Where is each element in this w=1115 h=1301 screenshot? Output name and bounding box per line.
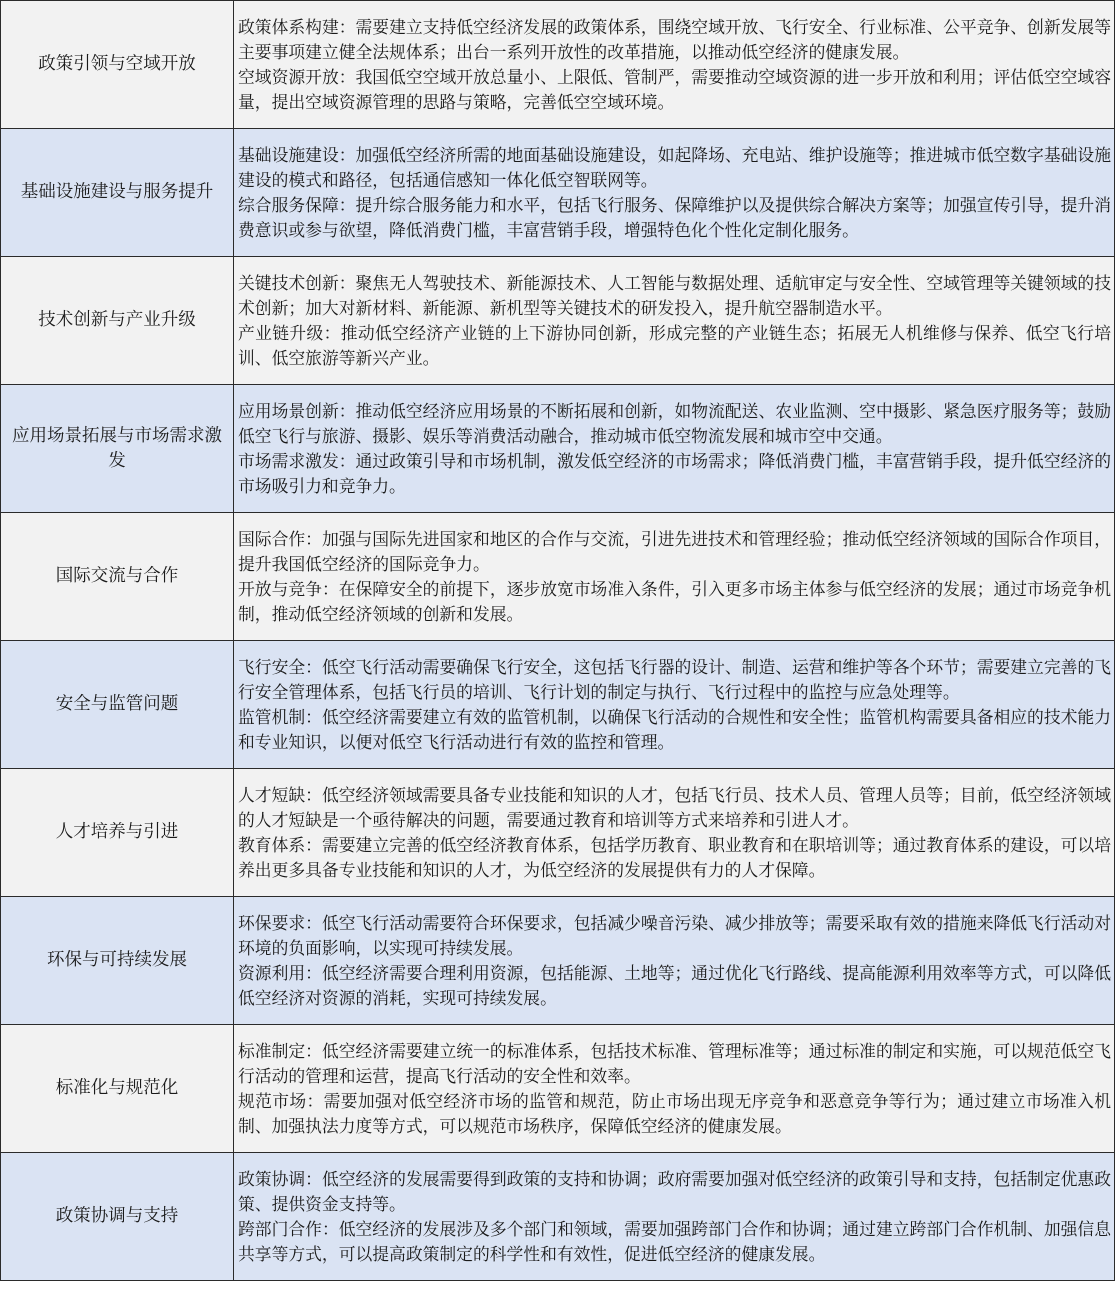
row-topic: 标准化与规范化 <box>1 1025 234 1153</box>
detail-paragraph: 综合服务保障：提升综合服务能力和水平，包括飞行服务、保障维护以及提供综合解决方案等；加强宣传引导，提升消费意识或参与欲望，降低消费门槛，丰富营销手段，增强特色化个性化定制化服务。 <box>238 194 1111 240</box>
row-topic: 安全与监管问题 <box>1 641 234 769</box>
detail-paragraph: 资源利用：低空经济需要合理利用资源，包括能源、土地等；通过优化飞行路线、提高能源利用效率等方式，可以降低低空经济对资源的消耗，实现可持续发展。 <box>238 962 1111 1008</box>
detail-paragraph: 空域资源开放：我国低空空域开放总量小、上限低、管制严，需要推动空域资源的进一步开放和利用；评估低空空域容量，提出空域资源管理的思路与策略，完善低空空域环境。 <box>238 66 1111 112</box>
row-detail <box>234 769 1115 897</box>
row-detail <box>234 513 1115 641</box>
row-detail <box>234 1153 1115 1281</box>
row-topic: 政策协调与支持 <box>1 1153 234 1281</box>
table-row <box>1 769 1115 897</box>
row-detail <box>234 1025 1115 1153</box>
row-topic: 技术创新与产业升级 <box>1 257 234 385</box>
detail-paragraph: 政策体系构建：需要建立支持低空经济发展的政策体系，围绕空域开放、飞行安全、行业标准、公平竞争、创新发展等主要事项建立健全法规体系；出台一系列开放性的改革措施，以推动低空经济的健康发展。 <box>238 16 1111 62</box>
detail-paragraph: 规范市场：需要加强对低空经济市场的监管和规范，防止市场出现无序竞争和恶意竞争等行为；通过建立市场准入机制、加强执法力度等方式，可以规范市场秩序，保障低空经济的健康发展。 <box>238 1090 1111 1136</box>
detail-paragraph: 监管机制：低空经济需要建立有效的监管机制，以确保飞行活动的合规性和安全性；监管机构需要具备相应的技术能力和专业知识，以便对低空飞行活动进行有效的监控和管理。 <box>238 706 1111 752</box>
detail-paragraph: 飞行安全：低空飞行活动需要确保飞行安全，这包括飞行器的设计、制造、运营和维护等各个环节；需要建立完善的飞行安全管理体系，包括飞行员的培训、飞行计划的制定与执行、飞行过程中的监控与应急处理等。 <box>238 656 1111 702</box>
detail-paragraph: 开放与竞争：在保障安全的前提下，逐步放宽市场准入条件，引入更多市场主体参与低空经济的发展；通过市场竞争机制，推动低空经济领域的创新和发展。 <box>238 578 1111 624</box>
detail-paragraph: 国际合作：加强与国际先进国家和地区的合作与交流，引进先进技术和管理经验；推动低空经济领域的国际合作项目，提升我国低空经济的国际竞争力。 <box>238 528 1111 574</box>
table-row <box>1 1025 1115 1153</box>
row-detail <box>234 897 1115 1025</box>
row-topic: 国际交流与合作 <box>1 513 234 641</box>
detail-paragraph: 关键技术创新：聚焦无人驾驶技术、新能源技术、人工智能与数据处理、适航审定与安全性、空域管理等关键领域的技术创新；加大对新材料、新能源、新机型等关键技术的研发投入，提升航空器制造水平。 <box>238 272 1111 318</box>
row-detail <box>234 257 1115 385</box>
row-topic: 环保与可持续发展 <box>1 897 234 1025</box>
table-row <box>1 513 1115 641</box>
row-topic: 应用场景拓展与市场需求激发 <box>1 385 234 513</box>
table-row <box>1 385 1115 513</box>
detail-paragraph: 政策协调：低空经济的发展需要得到政策的支持和协调；政府需要加强对低空经济的政策引导和支持，包括制定优惠政策、提供资金支持等。 <box>238 1168 1111 1214</box>
row-detail <box>234 641 1115 769</box>
table-row <box>1 129 1115 257</box>
detail-paragraph: 教育体系：需要建立完善的低空经济教育体系，包括学历教育、职业教育和在职培训等；通过教育体系的建设，可以培养出更多具备专业技能和知识的人才，为低空经济的发展提供有力的人才保障。 <box>238 834 1111 880</box>
detail-paragraph: 基础设施建设：加强低空经济所需的地面基础设施建设，如起降场、充电站、维护设施等；推进城市低空数字基础设施建设的模式和路径，包括通信感知一体化低空智联网等。 <box>238 144 1111 190</box>
detail-paragraph: 环保要求：低空飞行活动需要符合环保要求，包括减少噪音污染、减少排放等；需要采取有效的措施来降低飞行活动对环境的负面影响，以实现可持续发展。 <box>238 912 1111 958</box>
row-topic: 基础设施建设与服务提升 <box>1 129 234 257</box>
table-row <box>1 257 1115 385</box>
detail-paragraph: 产业链升级：推动低空经济产业链的上下游协同创新，形成完整的产业链生态；拓展无人机维修与保养、低空飞行培训、低空旅游等新兴产业。 <box>238 322 1111 368</box>
table-row <box>1 1153 1115 1281</box>
row-topic: 人才培养与引进 <box>1 769 234 897</box>
detail-paragraph: 人才短缺：低空经济领域需要具备专业技能和知识的人才，包括飞行员、技术人员、管理人员等；目前，低空经济领域的人才短缺是一个亟待解决的问题，需要通过教育和培训等方式来培养和引进人才。 <box>238 784 1111 830</box>
detail-paragraph: 跨部门合作：低空经济的发展涉及多个部门和领域，需要加强跨部门合作和协调；通过建立跨部门合作机制、加强信息共享等方式，可以提高政策制定的科学性和有效性，促进低空经济的健康发展。 <box>238 1218 1111 1264</box>
table-row <box>1 1 1115 129</box>
row-detail <box>234 1 1115 129</box>
detail-paragraph: 标准制定：低空经济需要建立统一的标准体系，包括技术标准、管理标准等；通过标准的制定和实施，可以规范低空飞行活动的管理和运营，提高飞行活动的安全性和效率。 <box>238 1040 1111 1086</box>
detail-paragraph: 应用场景创新：推动低空经济应用场景的不断拓展和创新，如物流配送、农业监测、空中摄影、紧急医疗服务等；鼓励低空飞行与旅游、摄影、娱乐等消费活动融合，推动城市低空物流发展和城市空中交通。 <box>238 400 1111 446</box>
detail-paragraph: 市场需求激发：通过政策引导和市场机制，激发低空经济的市场需求；降低消费门槛，丰富营销手段，提升低空经济的市场吸引力和竞争力。 <box>238 450 1111 496</box>
row-topic: 政策引领与空域开放 <box>1 1 234 129</box>
row-detail <box>234 385 1115 513</box>
row-detail <box>234 129 1115 257</box>
table-row <box>1 897 1115 1025</box>
table-row <box>1 641 1115 769</box>
